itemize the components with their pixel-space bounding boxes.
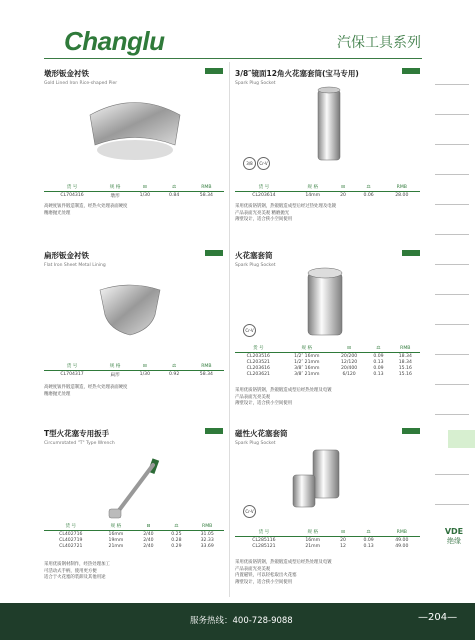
col-header: 货 号	[44, 362, 100, 371]
weight-icon: ⚖	[354, 183, 384, 192]
side-tool-icon	[435, 280, 469, 295]
brand-logo: Changlu	[64, 26, 165, 56]
section-accent	[402, 68, 420, 74]
magnetic-socket-image	[285, 445, 355, 515]
side-tool-icon	[435, 370, 469, 385]
side-tool-icon	[435, 70, 469, 85]
table-row: CL285121 21mm 12 0.13 49.00	[252, 543, 409, 549]
package-icon: ⊟	[130, 362, 159, 371]
col-header: RMB	[189, 362, 224, 371]
spark-socket-image	[300, 265, 350, 340]
page-number: —204—	[418, 612, 458, 623]
weight-icon: ⚖	[160, 362, 189, 371]
col-header: RMB	[384, 528, 420, 537]
side-tool-icon	[435, 160, 469, 175]
section-title: 火花塞套筒	[235, 251, 273, 260]
package-icon: ⊟	[332, 344, 366, 353]
flat-iron-image	[85, 280, 175, 345]
spec-table-s3	[44, 362, 224, 378]
vde-label: VDE 绝缘	[444, 527, 464, 545]
weight-icon: ⚖	[160, 183, 189, 192]
section-t-wrench	[44, 428, 224, 446]
table-row: CL203621 3/8″ 21mm 6/120 0.13 15.16	[246, 371, 412, 377]
section-subtitle: Spark Plug Socket	[235, 81, 276, 86]
crv-badge: Cr-V	[243, 324, 256, 337]
section-title: 墩形钣金衬铁	[44, 69, 89, 78]
col-header: 规 格	[100, 362, 130, 371]
table-row: CL402719 19mm 2/40 0.28 32.33	[59, 537, 214, 543]
crv-badge: Cr-V	[243, 505, 256, 518]
spec-table-s1	[44, 183, 224, 199]
package-icon: ⊟	[130, 183, 159, 192]
section-flat-iron	[44, 250, 224, 268]
section-title: T型火花塞专用扳手	[44, 429, 110, 438]
package-icon: ⊟	[333, 183, 354, 192]
table-row: CL203616 3/8″ 16mm 20/400 0.09 15.16	[246, 365, 412, 371]
col-header: 货 号	[44, 522, 98, 531]
section-title: 3/8″镜面12角火花塞套筒(宝马专用)	[235, 69, 359, 78]
table-row: CL402716 16mm 2/40 0.25 31.05	[59, 531, 214, 537]
col-header: 规 格	[98, 522, 135, 531]
section-rice-pier	[44, 68, 224, 86]
col-header: RMB	[391, 344, 420, 353]
description-s3: 高硬度钣件锻造制造，经热火处理表面硬度 精磨抛光处理	[44, 385, 128, 397]
section-subtitle: Circumrotated "T" Type Wrench	[44, 441, 115, 446]
side-tool-icon	[435, 220, 469, 235]
side-tool-icon	[435, 340, 469, 355]
spec-table-s4	[235, 344, 420, 377]
col-header: 规 格	[293, 183, 333, 192]
spec-table-s5	[44, 522, 224, 549]
bmw-socket-image	[310, 85, 350, 165]
table-row: CL402721 21mm 2/40 0.29 33.69	[59, 543, 214, 549]
section-title: 扁形钣金衬铁	[44, 251, 89, 260]
description-s4: 采用优质铬钒钢，热锻锻造成型后经热处理及电镀 产品表面光亮美观 薄壁设计，适合狭小空间使用	[235, 388, 332, 406]
side-tool-icon	[435, 100, 469, 115]
side-tool-icon	[435, 490, 469, 505]
weight-icon: ⚖	[366, 344, 390, 353]
table-row: CL704316 墩形 1/30 0.84 58.34	[60, 193, 213, 199]
table-row: CL704317 扁形 1/30 0.92 58.34	[60, 372, 213, 378]
series-title: 汽保工具系列	[337, 35, 421, 51]
drive-size-badge: 3/8	[243, 157, 256, 170]
side-tool-icon	[435, 250, 469, 265]
section-subtitle: Spark Plug Socket	[235, 263, 276, 268]
package-icon: ⊟	[333, 528, 354, 537]
side-tool-icon	[435, 400, 469, 415]
weight-icon: ⚖	[354, 528, 384, 537]
section-accent	[402, 250, 420, 256]
table-row: CL203614 14mm 20 0.06 28.00	[252, 192, 409, 198]
section-accent	[205, 250, 223, 256]
col-header: RMB	[190, 522, 224, 531]
t-wrench-image	[95, 455, 175, 520]
section-magnetic-socket	[235, 428, 420, 446]
header-divider	[44, 58, 422, 59]
side-tool-icon	[435, 130, 469, 145]
table-row: CL285116 16mm 20 0.09 49.00	[252, 537, 409, 543]
side-tool-icon	[435, 460, 469, 475]
spec-table-s6	[235, 528, 420, 549]
section-bmw-spark-socket	[235, 68, 420, 86]
col-header: 规 格	[293, 528, 333, 537]
table-row: CL203521 1/2″ 21mm 12/120 0.13 18.34	[246, 359, 412, 365]
rice-pier-image	[80, 95, 190, 165]
active-category-tab	[448, 430, 475, 448]
description-s6: 采用优质铬钒钢，热锻锻造成型后经热处理及电镀 产品表面光亮美观 内置磁铁，可以轻松取出火花塞 薄壁设计，适合狭小空间使用	[235, 560, 332, 585]
section-accent	[205, 428, 223, 434]
section-title: 磁性火花塞套筒	[235, 429, 288, 438]
side-tool-icon	[435, 190, 469, 205]
section-subtitle: Flat Iron Sheet Metal Lining	[44, 263, 106, 268]
service-hotline: 服务热线：400-728-9088	[190, 616, 293, 626]
section-subtitle: Gold Lined Iron Rice-shaped Pier	[44, 81, 118, 86]
description-s5: 采用优质钢材制作，经热处理加工 可活动式手柄，使用更方便 适合于火花塞的装卸及其他用途	[44, 562, 110, 580]
column-divider	[229, 62, 230, 597]
col-header: 货 号	[235, 528, 293, 537]
col-header: RMB	[384, 183, 420, 192]
col-header: RMB	[189, 183, 224, 192]
table-row: CL203516 1/2″ 16mm 20/200 0.09 18.34	[246, 353, 412, 359]
spec-table-s2	[235, 183, 420, 198]
col-header: 货 号	[235, 183, 293, 192]
weight-icon: ⚖	[162, 522, 190, 531]
col-header: 货 号	[235, 344, 282, 353]
section-accent	[402, 428, 420, 434]
col-header: 规 格	[282, 344, 332, 353]
col-header: 货 号	[44, 183, 100, 192]
package-icon: ⊟	[134, 522, 162, 531]
description-s2: 采用优质铬钒钢，热锻锻造成型后经过热处理及电镀 产品表面光亮美观 精磨抛光 薄壁设计，适合狭小空间使用	[235, 204, 336, 222]
crv-badge: Cr-V	[257, 157, 270, 170]
col-header: 规 格	[100, 183, 130, 192]
section-subtitle: Spark Plug Socket	[235, 441, 276, 446]
section-accent	[205, 68, 223, 74]
description-s1: 高硬度钣件锻造制造，经热火处理表面硬度 精磨抛光处理	[44, 204, 128, 216]
side-tool-icon	[435, 310, 469, 325]
